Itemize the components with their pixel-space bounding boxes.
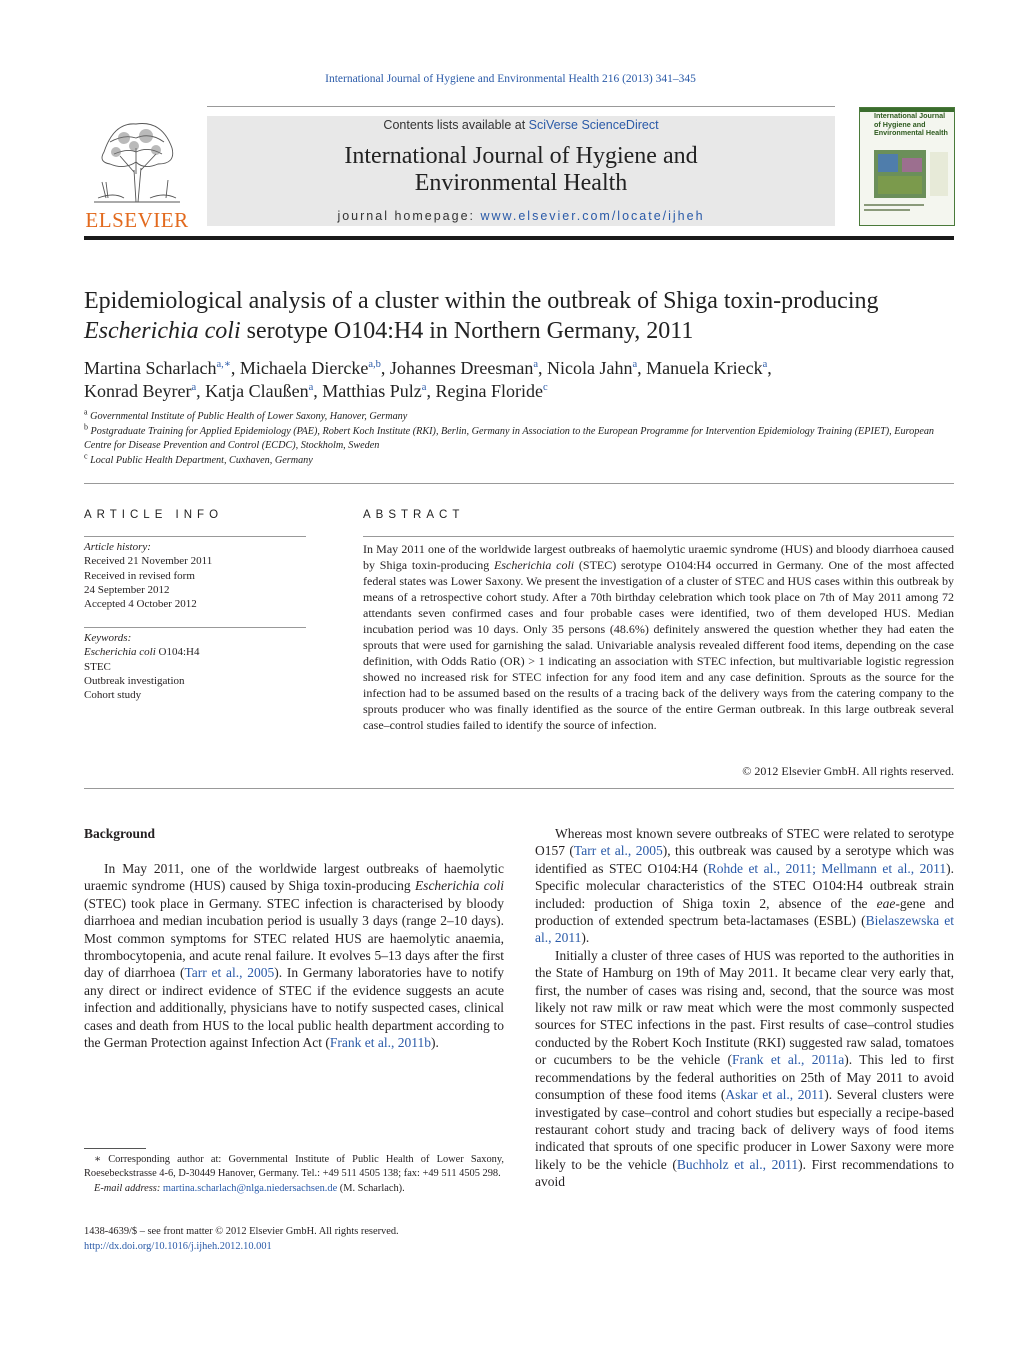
contents-line [207, 118, 835, 132]
citation-link[interactable]: Buchholz et al., 2011 [676, 1156, 799, 1172]
body-organism: Escherichia coli [414, 878, 504, 894]
elsevier-tree-icon [84, 112, 190, 207]
affiliation-mark: b [84, 422, 88, 432]
affiliation-text: Governmental Institute of Public Health of Lower Saxony, Hanover, Germany [90, 411, 408, 422]
author-name: Johannes Dreesman [389, 358, 534, 378]
history-line: Received 21 November 2011 [84, 555, 213, 568]
author-affiliation-mark[interactable]: a [308, 382, 314, 393]
section-heading-background: Background [84, 826, 156, 841]
citation-link[interactable]: Tarr et al., 2005 [573, 843, 663, 859]
body-text: In May 2011, one of the worldwide largest outbreaks of haemolytic uraemic syndrome (HUS) caused by Shiga toxin-producing [84, 861, 504, 894]
author-name: Regina Floride [435, 381, 543, 401]
author-separator: , [538, 358, 548, 378]
author-separator: , [426, 381, 436, 401]
abstract-end-divider [84, 788, 954, 789]
gene-name: eae [876, 895, 896, 911]
body-paragraph [535, 947, 954, 1191]
journal-cover-thumbnail [859, 107, 955, 226]
author-affiliation-mark[interactable]: c [542, 382, 548, 393]
body-text: ). [581, 930, 590, 946]
right-column [535, 825, 954, 1191]
affiliation-mark: c [84, 451, 88, 461]
footnote-divider [84, 1148, 146, 1149]
corresponding-author-note: ∗ Corresponding author at: Governmental Institute of Public Health of Lower Saxony, Roesebeckstrasse 4-6, D-30449 Hanover, Germany. Tel.: +49 511 4505 138; fax: +49 511 4505 298. [84, 1154, 504, 1180]
homepage-prefix: journal homepage: [337, 209, 481, 223]
journal-citation-link[interactable]: International Journal of Hygiene and Environmental Health 216 (2013) 341–345 [325, 73, 696, 85]
abstract-heading: ABSTRACT [363, 509, 465, 521]
body-paragraph [535, 825, 954, 947]
title-organism: Escherichia coli [84, 318, 241, 344]
history-line: Accepted 4 October 2012 [84, 598, 197, 611]
author-affiliation-mark[interactable]: a [191, 382, 197, 393]
author-name: Michaela Diercke [239, 358, 369, 378]
homepage-line [207, 209, 835, 223]
keyword-item: Outbreak investigation [84, 674, 185, 687]
author-affiliation-mark[interactable]: a,∗ [216, 359, 231, 370]
body-text: Whereas most known severe outbreaks of STEC were related to serotype O157 ( [535, 826, 954, 859]
author-name: Nicola Jahn [547, 358, 633, 378]
body-text: -gene and production of extended spectrum beta-lactamases (ESBL) ( [535, 895, 954, 929]
author-list [84, 357, 964, 403]
keywords [84, 631, 306, 702]
email-label: E-mail address: [94, 1182, 163, 1194]
body-text: (STEC) took place in Germany. STEC infection is characterised by bloody diarrhoea and median incubation period is usually 3 days (range 2–10 days). Most common symptoms for STEC related HUS are haemolytic anaemia, thrombocytopenia, and acute renal failure. It evolves 5–13 days after the first day of diarrhoea ( [84, 895, 504, 981]
article-title [84, 286, 964, 346]
header-divider [207, 106, 835, 107]
journal-banner [207, 116, 835, 226]
journal-title-line-1: International Journal of Hygiene and [344, 143, 698, 169]
history-line: 24 September 2012 [84, 583, 170, 596]
keywords-divider [84, 627, 306, 628]
cover-title: International Journal of Hygiene and Environmental Health [874, 111, 948, 137]
affiliation-text: Postgraduate Training for Applied Epidemiology (PAE), Robert Koch Institute (RKI), Berlin, Germany in Association to the European Programme for Intervention Epidemiology Training (EPIET), European Centre for Disease Prevention and Control (ECDC), Stockholm, Sweden [84, 425, 935, 451]
author-name: Manuela Krieck [646, 358, 763, 378]
author-separator: , [313, 381, 323, 401]
citation-link[interactable]: Askar et al., 2011 [725, 1087, 825, 1103]
sciencedirect-link[interactable]: SciVerse ScienceDirect [528, 118, 659, 132]
affiliation-mark: a [84, 407, 88, 417]
keyword-serotype: O104:H4 [155, 646, 200, 659]
citation-link[interactable]: Tarr et al., 2005 [184, 965, 275, 981]
body-text: ). Specific molecular characteristics of the STEC O104:H4 outbreak strain included: production of Shiga toxin 2, absence of the [535, 860, 954, 911]
abstract-text-2: (STEC) serotype O104:H4 occurred in Germany. One of the most affected federal states was Lower Saxony. We present the investigation of a cluster of STEC and HUS cases within this outbreak by means of a retrospective cohort study. After a 70th birthday celebration which took place on 7th of May 2011 among 72 attendants seven confirmed cases and four probable cases were identified, two of them developed HUS. Median incubation period was 10 days. Only 35 persons (48.6%) definitely answered the question whether they had eaten the sprouts that were used for garnishing the salad. Univariable analysis revealed different food items, depending on the case definition, with Odds Ratio (OR) > 1 indicating an association with STEC infection, but multivariable logistic regression showed no increased risk for STEC infection for any food item and any case definition. Sprouts as the source for the infection had to be assumed based on the results of a tracing back of the delivery ways from the catering company to the sprouts producer who was finally identified as the source of the entire German outbreak. In this large outbreak several case–control studies failed to identify the source of infection. [363, 558, 954, 732]
author-separator: , [637, 358, 647, 378]
article-info-heading: ARTICLE INFO [84, 509, 224, 521]
front-matter [84, 1225, 504, 1255]
citation-link[interactable]: Frank et al., 2011b [329, 1035, 432, 1051]
body-text: ). In Germany laboratories have to notify any direct or indirect evidence of STEC if the evidence suggests an acute infection and additionally, physicians have to notify suspected cases, clinical cases and death from HUS to the local public health department according to the German Protection against Infection Act ( [84, 965, 504, 1051]
email-note [84, 1182, 504, 1196]
affiliation-text: Local Public Health Department, Cuxhaven, Germany [90, 454, 313, 466]
doi-link[interactable]: http://dx.doi.org/10.1016/j.ijheh.2012.10.001 [84, 1240, 272, 1252]
email-suffix: (M. Scharlach). [337, 1182, 405, 1194]
author-separator: , [767, 358, 772, 378]
article-history [84, 540, 306, 611]
issn-line: 1438-4639/$ – see front matter © 2012 Elsevier GmbH. All rights reserved. [84, 1226, 399, 1237]
history-label: Article history: [84, 541, 151, 553]
affiliation-item [84, 422, 954, 454]
author-separator: , [380, 358, 390, 378]
author-name: Konrad Beyrer [84, 381, 192, 401]
body-text: ). Several clusters were investigated by case–control and cohort studies but especially a recipe-based restaurant cohort study and tracing back of delivery ways of food items indicated that sprouts of one specific producer in Lower Saxony were more likely to be the vehicle ( [535, 1087, 954, 1172]
keyword-organism: Escherichia coli [84, 646, 156, 659]
citation-link[interactable]: Frank et al., 2011a [732, 1052, 845, 1068]
author-affiliation-mark[interactable]: a [533, 359, 539, 370]
citation-link[interactable]: Bielaszewska et al., 2011 [535, 913, 954, 946]
affiliation-item [84, 407, 954, 425]
title-part-2: serotype O104:H4 in Northern Germany, 2011 [240, 318, 694, 344]
affiliation-item [84, 451, 954, 469]
abstract-text-1: In May 2011 one of the worldwide largest outbreaks of haemolytic uraemic syndrome (HUS) and bloody diarrhoea caused by Shiga toxin-producing [363, 542, 954, 572]
abstract-organism: Escherichia coli [494, 558, 575, 572]
email-link[interactable]: martina.scharlach@nlga.niedersachsen.de [162, 1182, 338, 1194]
body-text: ). This led to first recommendations by the federal authorities on 25th of May 2011 to avoid consumption of these food items ( [535, 1052, 954, 1103]
author-affiliation-mark[interactable]: a [632, 359, 638, 370]
author-separator: , [230, 358, 240, 378]
journal-title-line-2: Environmental Health [414, 170, 628, 196]
article-info-divider [84, 536, 306, 537]
footnotes [84, 1153, 504, 1196]
keywords-label: Keywords: [84, 632, 132, 644]
body-text: Initially a cluster of three cases of HUS was reported to the authorities in the State of Hamburg on 19th of May 2011. It became clear very early that, first, the number of cases was rising and, second, that the source was most likely not raw milk or raw meat which were the most commonly suspected sources for STEC infections in the past. First results of case–control studies conducted by the Robert Koch Institute (RKI) suggested raw salad, tomatoes or cucumbers to be the vehicle ( [535, 947, 954, 1068]
affiliation-list [84, 407, 954, 468]
keyword-item: Cohort study [84, 689, 142, 702]
author-name: Martina Scharlach [84, 358, 217, 378]
body-text: ), this outbreak was caused by a serotype which was identified as STEC O104:H4 ( [535, 843, 954, 876]
author-name: Matthias Pulz [322, 381, 422, 401]
abstract-divider [363, 536, 954, 537]
citation-link[interactable]: Rohde et al., 2011; Mellmann et al., 2011 [707, 860, 947, 876]
history-line: Received in revised form [84, 569, 195, 582]
author-affiliation-mark[interactable]: a [762, 359, 768, 370]
publisher-name: ELSEVIER [85, 208, 189, 232]
body-paragraph [84, 860, 504, 1051]
abstract-body [363, 541, 954, 733]
author-affiliation-mark[interactable]: a,b [368, 359, 381, 370]
abstract-copyright: © 2012 Elsevier GmbH. All rights reserved. [742, 764, 954, 778]
journal-title [207, 143, 835, 197]
body-text: ). [431, 1035, 439, 1051]
contents-prefix: Contents lists available at [383, 118, 529, 132]
publisher-logo [84, 112, 190, 230]
journal-homepage-link[interactable]: www.elsevier.com/locate/ijheh [480, 209, 705, 223]
keyword-item: STEC [84, 660, 111, 673]
title-part-1: Epidemiological analysis of a cluster within the outbreak of Shiga toxin-producing [84, 288, 879, 314]
author-affiliation-mark[interactable]: a [421, 382, 427, 393]
header-thick-rule [84, 236, 954, 240]
affiliation-divider [84, 483, 954, 484]
author-separator: , [196, 381, 206, 401]
author-name: Katja Claußen [205, 381, 309, 401]
keyword-item [84, 645, 306, 659]
body-text: ). First recommendations to avoid [535, 1156, 954, 1190]
